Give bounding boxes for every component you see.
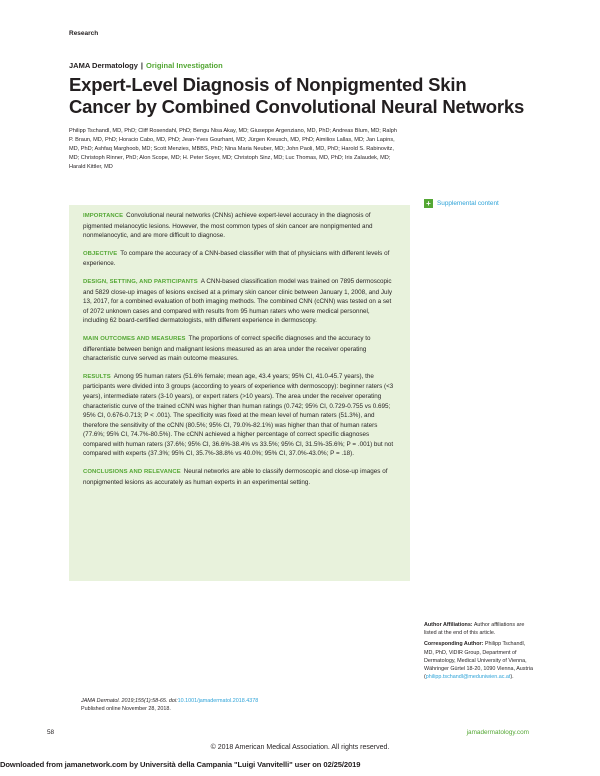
outcomes-heading: MAIN OUTCOMES AND MEASURES — [83, 335, 186, 342]
importance-text: Convolutional neural networks (CNNs) achieve expert-level accuracy in the diagnosis of pigmented melanocytic lesions. However, the most common types of skin cancer are nonpigmented and nonmelanocytic, and are more difficult to diagnose. — [83, 212, 373, 240]
plus-icon: + — [424, 199, 433, 208]
abstract-objective — [83, 249, 396, 269]
importance-heading: IMPORTANCE — [83, 213, 124, 219]
corresponding-heading: Corresponding Author: — [424, 641, 484, 648]
article-type: Original Investigation — [146, 61, 223, 70]
abstract-importance — [83, 211, 396, 241]
abstract-design — [83, 277, 396, 326]
objective-text: To compare the accuracy of a CNN-based classifier with that of physicians with different levels of experience. — [83, 249, 390, 268]
section-label: Research — [69, 30, 99, 37]
affiliations-note — [424, 621, 534, 637]
author-affiliations — [424, 621, 534, 684]
corresponding-end: ). — [510, 674, 514, 681]
download-notice: Downloaded from jamanetwork.com by Università della Campania "Luigi Vanvitelli" user on 02/25/2019 — [0, 760, 361, 769]
conclusions-text: Neural networks are able to classify dermoscopic and close-up images of nonpigmented lesions as accurately as human experts in an experimental setting. — [83, 468, 388, 486]
affiliations-heading: Author Affiliations: — [424, 622, 473, 628]
conclusions-heading: CONCLUSIONS AND RELEVANCE — [83, 469, 181, 476]
abstract-outcomes — [83, 334, 396, 364]
design-heading: DESIGN, SETTING, AND PARTICIPANTS — [83, 278, 198, 285]
corresponding-author — [424, 640, 534, 681]
journal-name: JAMA Dermatology — [69, 61, 138, 70]
page-number: 58 — [47, 729, 55, 736]
abstract-conclusions — [83, 467, 396, 487]
outcomes-text: The proportions of correct specific diagnoses and the accuracy to differentiate between benign and malignant lesions measured as an area under the receiver operating characteristic curve served as main outcome measures. — [83, 334, 371, 363]
abstract-results — [83, 372, 396, 459]
supplemental-content-link[interactable] — [424, 199, 499, 208]
journal-line — [69, 61, 223, 70]
citation-prefix: JAMA Dermatol. 2019;155(1):58-65. doi: — [81, 698, 178, 704]
citation-block — [81, 697, 258, 714]
results-heading: RESULTS — [83, 373, 111, 380]
objective-heading: OBJECTIVE — [83, 250, 118, 257]
supplemental-content-label: Supplemental content — [437, 200, 499, 207]
results-text: Among 95 human raters (51.6% female; mean age, 43.4 years; 95% CI, 41.0-45.7 years), the participants were divided into 3 groups (according to years of experience with dermoscopy): beginner raters (<3 years), intermediate raters (3-10 years), or expert raters (>10 years). The area under the receiver operating characteristic curve of the trained cCNN was higher than human ratings (0.742; 95% CI, 0.729-0.755 vs 0.695; 95% CI, 0.676-0.713; P < .001). The specificity was fixed at the mean level of human raters (51.3%), and therefore the sensitivity of the cCNN (80.5%; 95% CI, 79.0%-82.1%) was higher than that of human raters (77.6%; 95% CI, 74.7%-80.5%). The cCNN achieved a higher percentage of correct specific diagnoses compared with human raters (37.6%; 95% CI, 36.6%-38.4% vs 33.5%; 95% CI, 31.5%-35.6%; P = .001) but not compared with experts (37.3%; 95% CI, 35.7%-38.8% vs 40.0%; 95% CI, 37.0%-43.0%; P = .18). — [83, 372, 394, 458]
citation-line — [81, 697, 258, 705]
journal-separator: | — [140, 61, 144, 70]
doi-link[interactable]: 10.1001/jamadermatol.2018.4378 — [177, 698, 259, 704]
published-date: Published online November 28, 2018. — [81, 706, 171, 713]
author-list: Philipp Tschandl, MD, PhD; Cliff Rosendahl, PhD; Bengu Nisa Akay, MD; Giuseppe Argenziano, MD, PhD; Andreas Blum, MD; Ralph P. Braun, MD, PhD; Horacio Cabo, MD, PhD; Jean-Yves Gourhant, MD; Jürgen Kreusch, MD, PhD; Aimilios Lallas, MD; Jan Lapins, MD, PhD; Ashfaq Marghoob, MD; Scott Menzies, MBBS, PhD; Nina Maria Neuber, MD; John Paoli, MD, PhD; Harold S. Rabinovitz, MD; Christoph Rinner, PhD; Alon Scope, MD; H. Peter Soyer, MD; Christoph Sinz, MD; Luc Thomas, MD, PhD; Iris Zalaudek, MD; Harald Kittler, MD — [69, 128, 398, 170]
website-link[interactable]: jamadermatology.com — [466, 729, 529, 736]
design-text: A CNN-based classification model was trained on 7895 dermoscopic and 5829 close-up images of lesions excised at a primary skin cancer clinic between January 1, 2008, and July 13, 2017, for a combined evaluation of both imaging methods. The combined CNN (cCNN) was tested on a set of 2072 unknown cases and compared with results from 95 human raters who were medical personnel, including 62 board-certified dermatologists, with different experience in dermoscopy. — [83, 277, 393, 325]
corresponding-text: Philipp Tschandl, MD, PhD, ViDIR Group, Department of Dermatology, Medical University of Vienna, Währinger Gürtel 18-20, 1090 Vienna, Austria ( — [424, 641, 533, 681]
article-title: Expert-Level Diagnosis of Nonpigmented Skin Cancer by Combined Convolutional Neural Networks — [69, 74, 525, 117]
affiliations-text: Author affiliations are listed at the end of this article. — [424, 622, 525, 637]
corresponding-email-link[interactable]: philipp.tschandl@meduniwien.ac.at — [425, 674, 511, 681]
abstract-box — [69, 205, 410, 581]
copyright-notice: © 2018 American Medical Association. All rights reserved. — [210, 744, 390, 751]
